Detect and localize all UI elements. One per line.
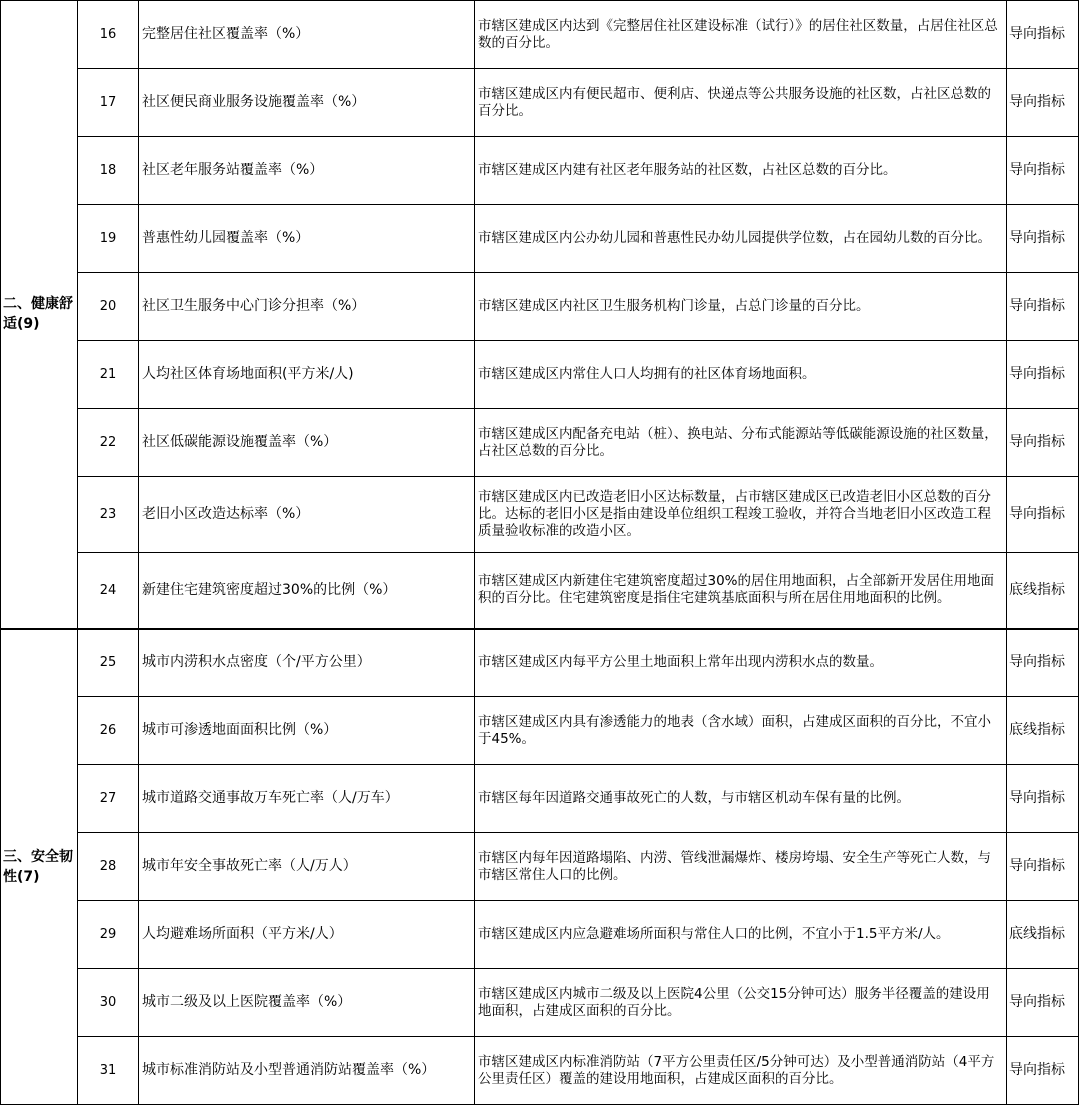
indicator-name: 新建住宅建筑密度超过30%的比例（%） — [139, 553, 475, 629]
indicator-description: 市辖区建成区内每平方公里土地面积上常年出现内涝积水点的数量。 — [475, 629, 1007, 697]
row-number: 17 — [78, 69, 139, 137]
row-number: 26 — [78, 697, 139, 765]
indicator-description: 市辖区每年因道路交通事故死亡的人数，与市辖区机动车保有量的比例。 — [475, 765, 1007, 833]
indicator-name: 人均避难场所面积（平方米/人） — [139, 901, 475, 969]
table-row — [1, 901, 1079, 969]
row-number: 28 — [78, 833, 139, 901]
indicator-description: 市辖区建成区内达到《完整居住社区建设标准（试行）》的居住社区数量，占居住社区总数的百分比。 — [475, 1, 1007, 69]
indicator-type: 底线指标 — [1007, 901, 1079, 969]
indicator-type: 导向指标 — [1007, 273, 1079, 341]
indicator-description: 市辖区建成区内社区卫生服务机构门诊量，占总门诊量的百分比。 — [475, 273, 1007, 341]
indicator-type: 导向指标 — [1007, 969, 1079, 1037]
table-row — [1, 137, 1079, 205]
row-number: 19 — [78, 205, 139, 273]
indicator-description: 市辖区建成区内城市二级及以上医院4公里（公交15分钟可达）服务半径覆盖的建设用地面积，占建成区面积的百分比。 — [475, 969, 1007, 1037]
indicator-type: 底线指标 — [1007, 697, 1079, 765]
indicator-name: 社区老年服务站覆盖率（%） — [139, 137, 475, 205]
row-number: 25 — [78, 629, 139, 697]
indicator-type: 导向指标 — [1007, 477, 1079, 553]
indicator-name: 老旧小区改造达标率（%） — [139, 477, 475, 553]
indicator-description: 市辖区建成区内建有社区老年服务站的社区数，占社区总数的百分比。 — [475, 137, 1007, 205]
indicator-name: 人均社区体育场地面积(平方米/人) — [139, 341, 475, 409]
indicator-name: 社区卫生服务中心门诊分担率（%） — [139, 273, 475, 341]
indicator-description: 市辖区建成区内配备充电站（桩）、换电站、分布式能源站等低碳能源设施的社区数量，占社区总数的百分比。 — [475, 409, 1007, 477]
indicator-name: 城市可渗透地面面积比例（%） — [139, 697, 475, 765]
indicator-name: 完整居住社区覆盖率（%） — [139, 1, 475, 69]
table-row — [1, 553, 1079, 629]
row-number: 16 — [78, 1, 139, 69]
indicator-type: 导向指标 — [1007, 341, 1079, 409]
category-cell: 二、健康舒适(9) — [1, 1, 78, 629]
indicator-type: 导向指标 — [1007, 409, 1079, 477]
indicator-name: 城市内涝积水点密度（个/平方公里） — [139, 629, 475, 697]
table-row — [1, 1037, 1079, 1105]
table-row — [1, 1, 1079, 69]
table-row — [1, 765, 1079, 833]
table-row — [1, 69, 1079, 137]
indicator-name: 社区便民商业服务设施覆盖率（%） — [139, 69, 475, 137]
indicator-type: 导向指标 — [1007, 629, 1079, 697]
indicator-description: 市辖区内每年因道路塌陷、内涝、管线泄漏爆炸、楼房垮塌、安全生产等死亡人数，与市辖区常住人口的比例。 — [475, 833, 1007, 901]
table-row — [1, 477, 1079, 553]
table-row — [1, 273, 1079, 341]
table-row — [1, 205, 1079, 273]
table-row — [1, 341, 1079, 409]
category-cell: 三、安全韧性(7) — [1, 629, 78, 1105]
indicator-type: 导向指标 — [1007, 1, 1079, 69]
indicator-description: 市辖区建成区内应急避难场所面积与常住人口的比例，不宜小于1.5平方米/人。 — [475, 901, 1007, 969]
indicator-description: 市辖区建成区内新建住宅建筑密度超过30%的居住用地面积，占全部新开发居住用地面积的百分比。住宅建筑密度是指住宅建筑基底面积与所在居住用地面积的比例。 — [475, 553, 1007, 629]
table-row — [1, 697, 1079, 765]
table-row — [1, 969, 1079, 1037]
row-number: 29 — [78, 901, 139, 969]
row-number: 30 — [78, 969, 139, 1037]
indicator-type: 导向指标 — [1007, 833, 1079, 901]
indicator-description: 市辖区建成区内具有渗透能力的地表（含水域）面积，占建成区面积的百分比，不宜小于45%。 — [475, 697, 1007, 765]
indicator-type: 导向指标 — [1007, 69, 1079, 137]
indicator-description: 市辖区建成区内有便民超市、便利店、快递点等公共服务设施的社区数，占社区总数的百分比。 — [475, 69, 1007, 137]
indicator-name: 城市二级及以上医院覆盖率（%） — [139, 969, 475, 1037]
indicator-type: 导向指标 — [1007, 137, 1079, 205]
row-number: 22 — [78, 409, 139, 477]
row-number: 27 — [78, 765, 139, 833]
indicator-name: 普惠性幼儿园覆盖率（%） — [139, 205, 475, 273]
indicator-type: 导向指标 — [1007, 205, 1079, 273]
indicator-description: 市辖区建成区内已改造老旧小区达标数量，占市辖区建成区已改造老旧小区总数的百分比。达标的老旧小区是指由建设单位组织工程竣工验收，并符合当地老旧小区改造工程质量验收标准的改造小区。 — [475, 477, 1007, 553]
indicator-description: 市辖区建成区内常住人口人均拥有的社区体育场地面积。 — [475, 341, 1007, 409]
table-row — [1, 409, 1079, 477]
table-row — [1, 629, 1079, 697]
row-number: 20 — [78, 273, 139, 341]
row-number: 21 — [78, 341, 139, 409]
indicator-type: 导向指标 — [1007, 765, 1079, 833]
indicator-name: 城市道路交通事故万车死亡率（人/万车） — [139, 765, 475, 833]
indicator-description: 市辖区建成区内标准消防站（7平方公里责任区/5分钟可达）及小型普通消防站（4平方公里责任区）覆盖的建设用地面积，占建成区面积的百分比。 — [475, 1037, 1007, 1105]
row-number: 18 — [78, 137, 139, 205]
indicator-description: 市辖区建成区内公办幼儿园和普惠性民办幼儿园提供学位数，占在园幼儿数的百分比。 — [475, 205, 1007, 273]
indicator-name: 城市标准消防站及小型普通消防站覆盖率（%） — [139, 1037, 475, 1105]
row-number: 24 — [78, 553, 139, 629]
row-number: 31 — [78, 1037, 139, 1105]
indicator-name: 城市年安全事故死亡率（人/万人） — [139, 833, 475, 901]
table-row — [1, 833, 1079, 901]
row-number: 23 — [78, 477, 139, 553]
indicator-type: 底线指标 — [1007, 553, 1079, 629]
indicator-type: 导向指标 — [1007, 1037, 1079, 1105]
indicator-name: 社区低碳能源设施覆盖率（%） — [139, 409, 475, 477]
